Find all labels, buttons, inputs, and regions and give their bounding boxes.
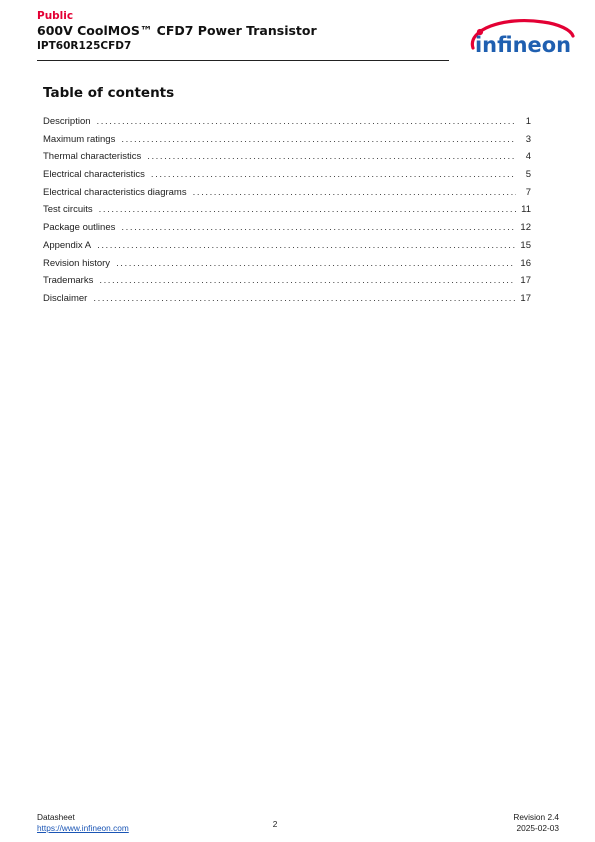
toc-leader-dots (99, 204, 516, 215)
toc-entry-page[interactable]: 3 (525, 133, 531, 145)
toc-entry-page[interactable]: 7 (525, 186, 531, 198)
toc-entry-page[interactable]: 17 (520, 275, 531, 287)
footer-url-link[interactable]: https://www.infineon.com (37, 822, 129, 833)
toc-entry-title[interactable]: Electrical characteristics (43, 169, 145, 181)
classification-label: Public (37, 10, 74, 22)
toc-leader-dots (116, 258, 515, 269)
toc-leader-dots (147, 151, 516, 162)
part-number: IPT60R125CFD7 (37, 40, 132, 52)
toc-leader-dots (93, 293, 515, 304)
toc-entry-page[interactable]: 16 (520, 257, 531, 269)
toc-entry[interactable] (43, 258, 531, 276)
toc-entry[interactable] (43, 275, 531, 293)
toc-entry-title[interactable]: Thermal characteristics (43, 151, 142, 163)
toc-entry-page[interactable]: 11 (521, 204, 531, 216)
toc-entry[interactable] (43, 187, 531, 205)
toc-entry-page[interactable]: 12 (520, 222, 531, 234)
toc-entry[interactable] (43, 151, 531, 169)
logo-text: infineon (475, 33, 571, 57)
toc-entry-title[interactable]: Package outlines (43, 222, 116, 234)
infineon-logo (463, 18, 575, 64)
toc-entry-title[interactable]: Disclaimer (43, 292, 88, 304)
product-title: 600V CoolMOS™ CFD7 Power Transistor (37, 23, 317, 38)
toc-entry-page[interactable]: 4 (525, 151, 531, 163)
toc-entry-title[interactable]: Electrical characteristics diagrams (43, 186, 187, 198)
toc-leader-dots (99, 275, 515, 286)
page-header (37, 9, 449, 53)
toc-entry[interactable] (43, 169, 531, 187)
toc-entry[interactable] (43, 293, 531, 311)
toc-leader-dots (121, 134, 516, 145)
footer-revision: Revision 2.4 (513, 812, 559, 822)
toc-entry[interactable] (43, 204, 531, 222)
toc-entry[interactable] (43, 134, 531, 152)
footer-date: 2025-02-03 (516, 822, 559, 833)
toc-entry[interactable] (43, 240, 531, 258)
toc-heading: Table of contents (43, 85, 175, 101)
footer-doc-type: Datasheet (37, 812, 75, 822)
toc-leader-dots (193, 187, 516, 198)
footer-right (513, 812, 559, 833)
toc-list (43, 116, 531, 311)
toc-leader-dots (97, 240, 515, 251)
toc-entry-page[interactable]: 1 (525, 116, 531, 127)
toc-entry[interactable] (43, 116, 531, 134)
toc-leader-dots (151, 169, 516, 180)
footer-page-number: 2 (272, 819, 278, 829)
toc-entry-title[interactable]: Revision history (43, 257, 111, 269)
toc-leader-dots (121, 222, 515, 233)
toc-entry-title[interactable]: Test circuits (43, 204, 93, 216)
toc-entry-page[interactable]: 17 (520, 292, 531, 304)
toc-entry-page[interactable]: 5 (525, 169, 531, 181)
toc-entry-title[interactable]: Maximum ratings (43, 133, 116, 145)
toc-entry-page[interactable]: 15 (520, 239, 531, 251)
toc-entry[interactable] (43, 222, 531, 240)
toc-entry-title[interactable]: Trademarks (43, 275, 94, 287)
toc-leader-dots (97, 116, 516, 127)
footer-left (37, 812, 129, 833)
header-divider (37, 60, 449, 61)
toc-entry-title[interactable]: Description (43, 116, 91, 127)
toc-entry-title[interactable]: Appendix A (43, 239, 92, 251)
